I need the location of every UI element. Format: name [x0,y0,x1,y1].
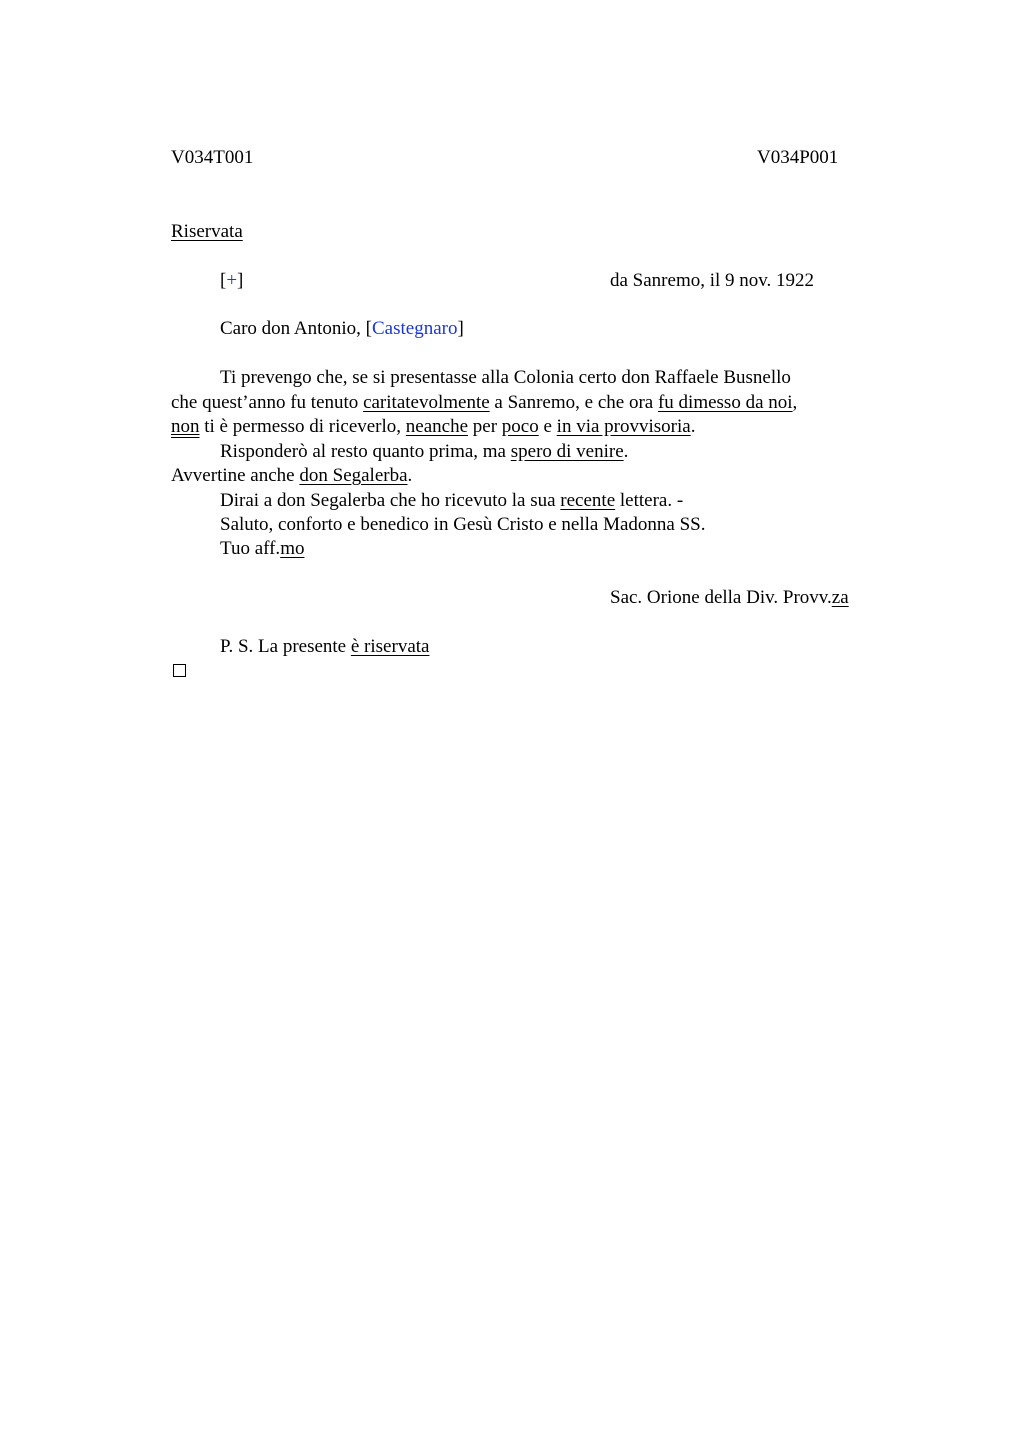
place-date: da Sanremo, il 9 nov. 1922 [610,270,815,291]
closing: Tuo aff.mo [220,538,305,559]
postscript: P. S. La presente è riservata [220,636,430,657]
reserved-label: Riservata [171,221,243,242]
cross-mark: [+] [220,270,244,291]
body-line-5: Avvertine anche don Segalerba. [171,465,413,486]
greeting: Caro don Antonio, [Castegnaro] [220,318,464,339]
signature: Sac. Orione della Div. Provv.za [610,587,849,608]
recipient-name: Castegnaro [372,318,458,339]
body-line-3: non ti è permesso di riceverlo, neanche per poco e in via provvisoria. [171,416,696,437]
body-line-6: Dirai a don Segalerba che ho ricevuto la sua recente lettera. - [220,490,684,511]
document-code-right: V034P001 [757,147,839,168]
body-line-1: Ti prevengo che, se si presentasse alla Colonia certo don Raffaele Busnello [220,367,791,388]
checkbox-icon [173,664,186,677]
body-line-7: Saluto, conforto e benedico in Gesù Cristo e nella Madonna SS. [220,514,706,535]
body-line-2: che quest’anno fu tenuto caritatevolmente a Sanremo, e che ora fu dimesso da noi, [171,392,798,413]
body-line-4: Risponderò al resto quanto prima, ma spero di venire. [220,441,629,462]
cross-symbol: + [226,270,238,291]
document-code-left: V034T001 [171,147,254,168]
